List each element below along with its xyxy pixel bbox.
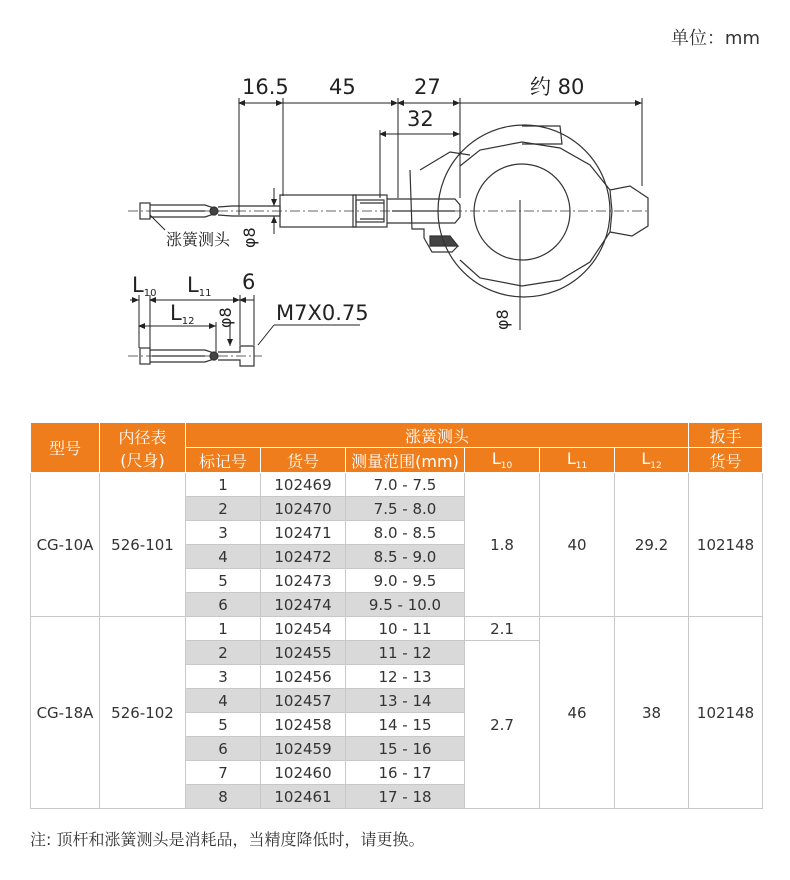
dim-45: 45 bbox=[329, 75, 356, 99]
table-row bbox=[31, 473, 763, 497]
svg-text:L10: L10 bbox=[132, 273, 157, 299]
header-L10: $L_{10}$ bbox=[465, 448, 540, 473]
svg-text:L11: L11 bbox=[187, 273, 212, 299]
table-cell: 102456 bbox=[261, 665, 346, 689]
table-row bbox=[31, 617, 763, 641]
table-cell: 7.0 - 7.5 bbox=[346, 473, 465, 497]
dia-8-label-c: φ8 bbox=[216, 307, 235, 328]
dim-27: 27 bbox=[414, 75, 441, 99]
table-cell: 7.5 - 8.0 bbox=[346, 497, 465, 521]
table-cell: 526-102 bbox=[100, 617, 186, 809]
table-cell: 8 bbox=[186, 785, 261, 809]
table-cell: 16 - 17 bbox=[346, 761, 465, 785]
dim-6: 6 bbox=[242, 270, 256, 294]
table-cell: 17 - 18 bbox=[346, 785, 465, 809]
table-cell: 8.5 - 9.0 bbox=[346, 545, 465, 569]
header-gauge: 内径表 (尺身) bbox=[100, 423, 186, 473]
table-cell: 46 bbox=[540, 617, 615, 809]
table-cell: 6 bbox=[186, 737, 261, 761]
dia-8-label-b: φ8 bbox=[493, 309, 512, 330]
table-cell: 102471 bbox=[261, 521, 346, 545]
table-cell: 40 bbox=[540, 473, 615, 617]
table-cell: 10 - 11 bbox=[346, 617, 465, 641]
table-cell: 3 bbox=[186, 665, 261, 689]
table-cell: 102474 bbox=[261, 593, 346, 617]
table-cell: CG-10A bbox=[31, 473, 100, 617]
header-wrench: 扳手 bbox=[689, 423, 763, 448]
table-cell: 13 - 14 bbox=[346, 689, 465, 713]
table-cell: 29.2 bbox=[615, 473, 689, 617]
svg-text:L12: L12 bbox=[170, 301, 195, 327]
table-cell: 3 bbox=[186, 521, 261, 545]
table-cell: 102457 bbox=[261, 689, 346, 713]
technical-drawing bbox=[0, 60, 790, 400]
spring-head-label: 涨簧测头 bbox=[166, 230, 231, 249]
table-cell: 5 bbox=[186, 569, 261, 593]
table-cell: 1 bbox=[186, 473, 261, 497]
header-wrench-code: 货号 bbox=[689, 448, 763, 473]
table-cell: CG-18A bbox=[31, 617, 100, 809]
table-cell: 102148 bbox=[689, 473, 763, 617]
table-cell: 1 bbox=[186, 617, 261, 641]
header-spring: 涨簧测头 bbox=[186, 423, 689, 448]
header-code: 货号 bbox=[261, 448, 346, 473]
table-cell: 8.0 - 8.5 bbox=[346, 521, 465, 545]
dim-80: 约 80 bbox=[530, 75, 585, 99]
table-cell: 2.1 bbox=[465, 617, 540, 641]
table-cell: 2 bbox=[186, 497, 261, 521]
table-cell: 12 - 13 bbox=[346, 665, 465, 689]
dia-8-label-a: φ8 bbox=[240, 227, 259, 248]
table-cell: 15 - 16 bbox=[346, 737, 465, 761]
table-cell: 102470 bbox=[261, 497, 346, 521]
table-cell: 526-101 bbox=[100, 473, 186, 617]
table-cell: 5 bbox=[186, 713, 261, 737]
dim-16-5: 16.5 bbox=[242, 75, 289, 99]
thread-label: M7X0.75 bbox=[276, 301, 369, 325]
dim-32: 32 bbox=[407, 107, 434, 131]
table-cell: 102461 bbox=[261, 785, 346, 809]
table-cell: 102455 bbox=[261, 641, 346, 665]
table-cell: 102148 bbox=[689, 617, 763, 809]
table-cell: 102460 bbox=[261, 761, 346, 785]
table-cell: 102473 bbox=[261, 569, 346, 593]
table-cell: 7 bbox=[186, 761, 261, 785]
table-cell: 14 - 15 bbox=[346, 713, 465, 737]
header-mark: 标记号 bbox=[186, 448, 261, 473]
table-cell: 2.7 bbox=[465, 641, 540, 809]
header-L11: $L_{11}$ bbox=[540, 448, 615, 473]
table-cell: 102469 bbox=[261, 473, 346, 497]
header-model: 型号 bbox=[31, 423, 100, 473]
table-cell: 11 - 12 bbox=[346, 641, 465, 665]
spring-head-detail bbox=[128, 346, 262, 366]
table-cell: 4 bbox=[186, 545, 261, 569]
spec-table bbox=[30, 422, 763, 809]
table-cell: 102458 bbox=[261, 713, 346, 737]
table-cell: 1.8 bbox=[465, 473, 540, 617]
gauge-body-drawing bbox=[128, 125, 650, 297]
table-cell: 6 bbox=[186, 593, 261, 617]
header-range: 测量范围(mm) bbox=[346, 448, 465, 473]
table-cell: 38 bbox=[615, 617, 689, 809]
table-cell: 2 bbox=[186, 641, 261, 665]
table-cell: 9.0 - 9.5 bbox=[346, 569, 465, 593]
table-cell: 102472 bbox=[261, 545, 346, 569]
table-cell: 4 bbox=[186, 689, 261, 713]
header-L12: $L_{12}$ bbox=[615, 448, 689, 473]
footnote: 注: 顶杆和涨簧测头是消耗品，当精度降低时，请更换。 bbox=[30, 830, 425, 849]
table-cell: 102459 bbox=[261, 737, 346, 761]
unit-label: 单位：mm bbox=[670, 28, 760, 49]
table-cell: 102454 bbox=[261, 617, 346, 641]
table-cell: 9.5 - 10.0 bbox=[346, 593, 465, 617]
detail-dimension-texts bbox=[132, 270, 369, 328]
